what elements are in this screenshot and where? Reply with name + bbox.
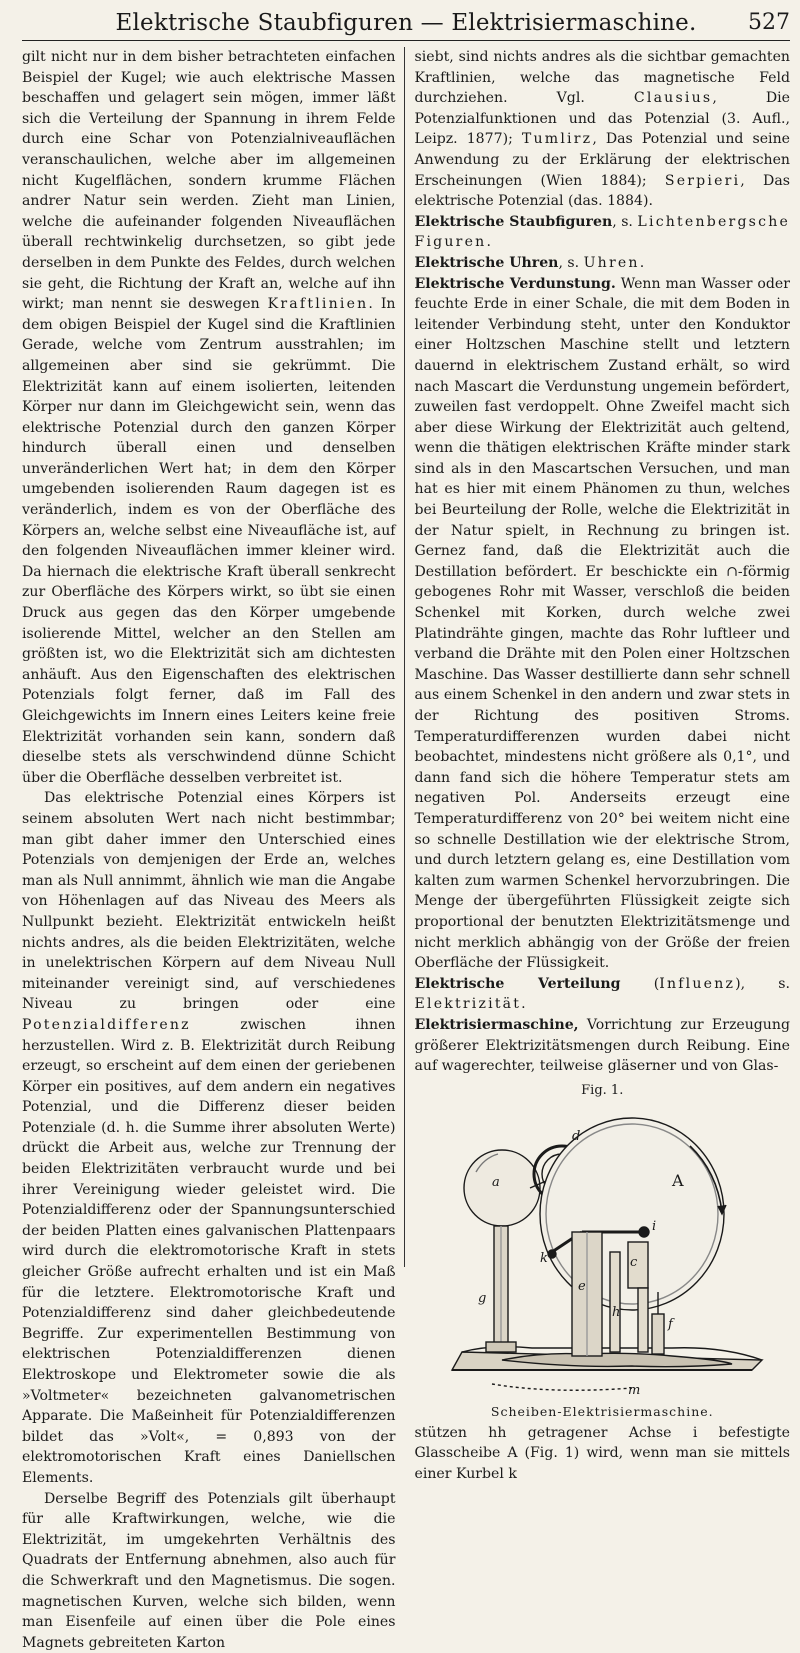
- left-column: [22, 47, 404, 1651]
- entry-headword: Elektrische Uhren: [414, 254, 559, 271]
- text-run: , Das elektrische Potenzial (das. 1884).: [414, 172, 790, 210]
- entry-headword: Elektrische Staubfiguren: [414, 213, 613, 230]
- entry-verdunstung: [415, 274, 791, 974]
- entry-elektrisiermaschine: [415, 1015, 791, 1077]
- text-run: gilt nicht nur in dem bisher betrachteten einfachen Beispiel der Kugel; wie auch elektrische Massen beschaffen und gelagert sein mögen, immer läßt sich die Verteilung der Spannung in ihrem Felde durch eine Schar von Potenzialniveauflächen veranschaulichen, welche aber im allgemeinen nicht Kugelflächen, sondern krumme Flächen andrer Natur sein werden. Zieht man Linien, welche die aufeinander folgenden Niveauflächen überall rechtwinkelig durchsetzen, so gibt jede derselben in dem Punkte des Feldes, durch welchen sie geht, die Richtung der Kraft an, welche auf ihn wirkt; man nennt sie deswegen: [22, 49, 396, 313]
- figure-label: Fig. 1.: [581, 1082, 624, 1098]
- figure-letter-e: e: [578, 1278, 586, 1294]
- electrostatic-machine-illustration: [432, 1102, 772, 1402]
- entry-staubfiguren: [415, 212, 791, 253]
- text-run: (: [620, 975, 660, 992]
- text-run: , Das Potenzial und seine Anwendung zu der Erklärung der elektrischen Erscheinungen (Wien 1884);: [414, 131, 790, 189]
- text-run: zwischen ihnen herzustellen. Wird z. B. Elektrizität durch Reibung erzeugt, so erscheint auf dem einen der geriebenen Körper ein positives, auf dem andern ein negatives Potenzial, und die Differenz dieser beiden Potenziale (d. h. die Summe ihrer absoluten Werte) drückt die Arbeit aus, welche zur Trennung der beiden Elektrizitäten verbraucht wurde und bei ihrer Vereinigung wieder geleistet wird. Die Potenzialdifferenz oder der Spannungsunterschied der beiden Platten eines galvanischen Plattenpaars wird durch die elektromotorische Kraft in stets gleicher Größe aufrecht erhalten und ist ein Maß für die letztere. Elektromotorische Kraft und Potenzialdifferenz sind daher gleichbedeutende Begriffe. Zur experimentellen Bestimmung von elektrischen Potenzialdifferenzen dienen Elektroskope und Elektrometer sowie die als »Voltmeter« bezeichneten galvanometrischen Apparate. Die Maßeinheit für Potenzialdifferenzen bildet das »Volt«, = 0,893 von der elektromotorischen Kraft eines Daniellschen Elements.: [22, 1016, 396, 1486]
- figure-letter-c: c: [630, 1254, 638, 1270]
- page-header: [22, 6, 790, 41]
- page-number: 527: [748, 10, 790, 35]
- author-tumlirz: Tumlirz: [521, 131, 593, 148]
- text-run: , s.: [612, 213, 638, 230]
- author-serpieri: Serpieri: [664, 172, 741, 189]
- figure-letter-g: g: [478, 1290, 487, 1306]
- term-potenzialdifferenz: Potenzialdifferenz: [22, 1016, 191, 1033]
- text-run: .: [486, 234, 491, 251]
- figure-letter-m: m: [628, 1382, 641, 1398]
- text-run: ), s.: [735, 975, 790, 992]
- figure-caption: Scheiben-Elektrisiermaschine.: [490, 1403, 714, 1419]
- text-run: , Die Potenzialfunktionen und das Potenzial (3. Aufl., Leipz. 1877);: [414, 90, 791, 148]
- text-run: . In dem obigen Beispiel der Kugel sind die Kraftlinien Gerade, welche vom Zentrum ausstrahlen; im allgemeinen aber sind sie gekrümmt. Die Elektrizität kann auf einem isolierten, leitenden Körper nur dann im Gleichgewicht sein, wenn das elektrische Potenzial durch den ganzen Körper hindurch überall einen und denselben unveränderlichen Wert hat; in dem den Körper umgebenden isolierenden Raum dagegen ist es veränderlich, indem es von der Oberfläche des Körpers an, welche selbst eine Niveaufläche ist, auf den folgenden Niveauflächen immer kleiner wird. Da hiernach die elektrische Kraft überall senkrecht zur Oberfläche des Körpers wirkt, so übt sie einen Druck aus gegen das den Körper umgebende isolierende Mittel, welcher an den Stellen am größten ist, wo die Elektrizität sich am dichtesten anhäuft. Aus den Eigenschaften des elektrischen Potenzials folgt ferner, daß im Fall des Gleichgewichts im Innern eines Leiters keine freie Elektrizität vorhanden sein kann, sondern daß dieselbe stets als verschwindend dünne Schicht über die Oberfläche desselben verbreitet ist.: [22, 296, 396, 786]
- entry-verteilung: [415, 974, 791, 1015]
- entry-body: Wenn man Wasser oder feuchte Erde in einer Schale, die mit dem Boden in leitender Verbindung steht, unter den Konduktor einer Holtzschen Maschine stellt und letztern dauernd in elektrischem Zustand erhält, so wird nach Mascart die Verdunstung ungemein befördert, zuweilen fast verdoppelt. Ohne Zweifel macht sich aber diese Wirkung der Elektrizität auch geltend, wenn die thätigen elektrischen Kräfte minder stark sind als in den Mascartschen Versuchen, und man hat es hier mit einem Phänomen zu thun, welches bei Beurteilung der Rolle, welche die Elektrizität in der Natur spielt, in Rechnung zu bringen ist. Gernez fand, daß die Elektrizität auch die Destillation befördert. Er beschickte ein ∩-förmig gebogenes Rohr mit Wasser, verschloß die beiden Schenkel mit Korken, durch welche zwei Platindrähte gingen, machte das Rohr luftleer und verband die Drähte mit den Polen einer Holtzschen Maschine. Das Wasser destillierte dann sehr schnell aus einem Schenkel in den andern und zwar stets in der Richtung des positiven Stroms. Temperaturdifferenzen wurden dabei nicht beobachtet, mindestens nicht größere als 0,1°, und dann fand sich die höhere Temperatur stets am negativen Pol. Anderseits erzeugt eine Temperaturdifferenz von 20° bei weitem nicht eine so schnelle Destillation wie der elektrische Strom, und durch letztern gelang es, eine Destillation vom kalten zum warmen Schenkel hervorzubringen. Die Menge der übergeführten Flüssigkeit zeigte sich proportional der benutzten Elektrizitätsmenge und nicht merklich abhängig von der Größe der freien Oberfläche der Flüssigkeit.: [414, 275, 790, 972]
- figure-letter-a: a: [492, 1174, 501, 1190]
- cross-reference-link[interactable]: Uhren: [583, 254, 640, 271]
- figure-letter-A: A: [672, 1170, 684, 1190]
- paragraph-literature: [415, 47, 791, 212]
- right-column: [405, 47, 791, 1482]
- entry-uhren: [415, 253, 791, 274]
- text-run: .: [521, 996, 526, 1013]
- paragraph-kraftlinien: [22, 47, 396, 788]
- cross-reference-link[interactable]: Elektrizität: [414, 996, 522, 1013]
- figure-letter-f: f: [668, 1316, 674, 1332]
- figure-1: [415, 1083, 791, 1419]
- figure-letter-h: h: [612, 1304, 621, 1320]
- text-run: Das elektrische Potenzial eines Körpers ist seinem absoluten Wert nach nicht bestimmbar; man gibt daher immer den Unterschied eines Potenzials von demjenigen der Erde an, welches man als Null annimmt, ähnlich wie man die Angabe von Höhenlagen auf das Niveau des Meers als Nullpunkt bezieht. Elektrizität entwickeln heißt nichts andres, als die beiden Elektrizitäten, welche in unelektrischen Körpern auf dem Niveau Null miteinander vereinigt sind, auf verschiedenes Niveau zu bringen oder eine: [22, 790, 396, 1013]
- figure-letter-d: d: [572, 1128, 581, 1144]
- text-run: siebt, sind nichts andres als die sichtbar gemachten Kraftlinien, welche das magnetische Feld durchziehen. Vgl.: [414, 49, 790, 107]
- paragraph-potenzialdifferenz: [22, 788, 396, 1488]
- figure-letter-i: i: [652, 1218, 657, 1234]
- text-run: , s.: [558, 254, 584, 271]
- term-kraftlinien: Kraftlinien: [267, 296, 369, 313]
- text-columns: [22, 47, 791, 1651]
- cross-reference-link[interactable]: Lichtenbergsche Figuren: [414, 213, 791, 251]
- cross-reference-influenz[interactable]: Influenz: [659, 975, 736, 992]
- entry-headword: Elektrische Verdunstung.: [414, 275, 616, 292]
- entry-body: Vorrichtung zur Erzeugung größerer Elektrizitätsmengen durch Reibung. Eine auf wagerechter, teilweise gläserner und von Glas-: [414, 1016, 790, 1075]
- text-run: .: [639, 254, 645, 271]
- entry-headword: Elektrisiermaschine,: [414, 1016, 579, 1033]
- paragraph-continuation: stützen hh getragener Achse i befestigte Glasscheibe A (Fig. 1) wird, wenn man sie mittels einer Kurbel k: [414, 1424, 790, 1482]
- paragraph-magnetische-kurven: Derselbe Begriff des Potenzials gilt überhaupt für alle Kraftwirkungen, welche, wie die Elektrizität, im umgekehrten Verhältnis des Quadrats der Entfernung abnehmen, also auch für die Schwerkraft und den Magnetismus. Die sogen. magnetischen Kurven, welche sich bilden, wenn man Eisenfeile auf einen über die Pole eines Magnets gebreiteten Karton: [22, 1490, 396, 1651]
- entry-headword: Elektrische Verteilung: [414, 975, 621, 992]
- figure-letter-k: k: [540, 1250, 549, 1266]
- running-title: Elektrische Staubfiguren — Elektrisiermaschine.: [115, 10, 697, 36]
- author-clausius: Clausius: [633, 90, 713, 107]
